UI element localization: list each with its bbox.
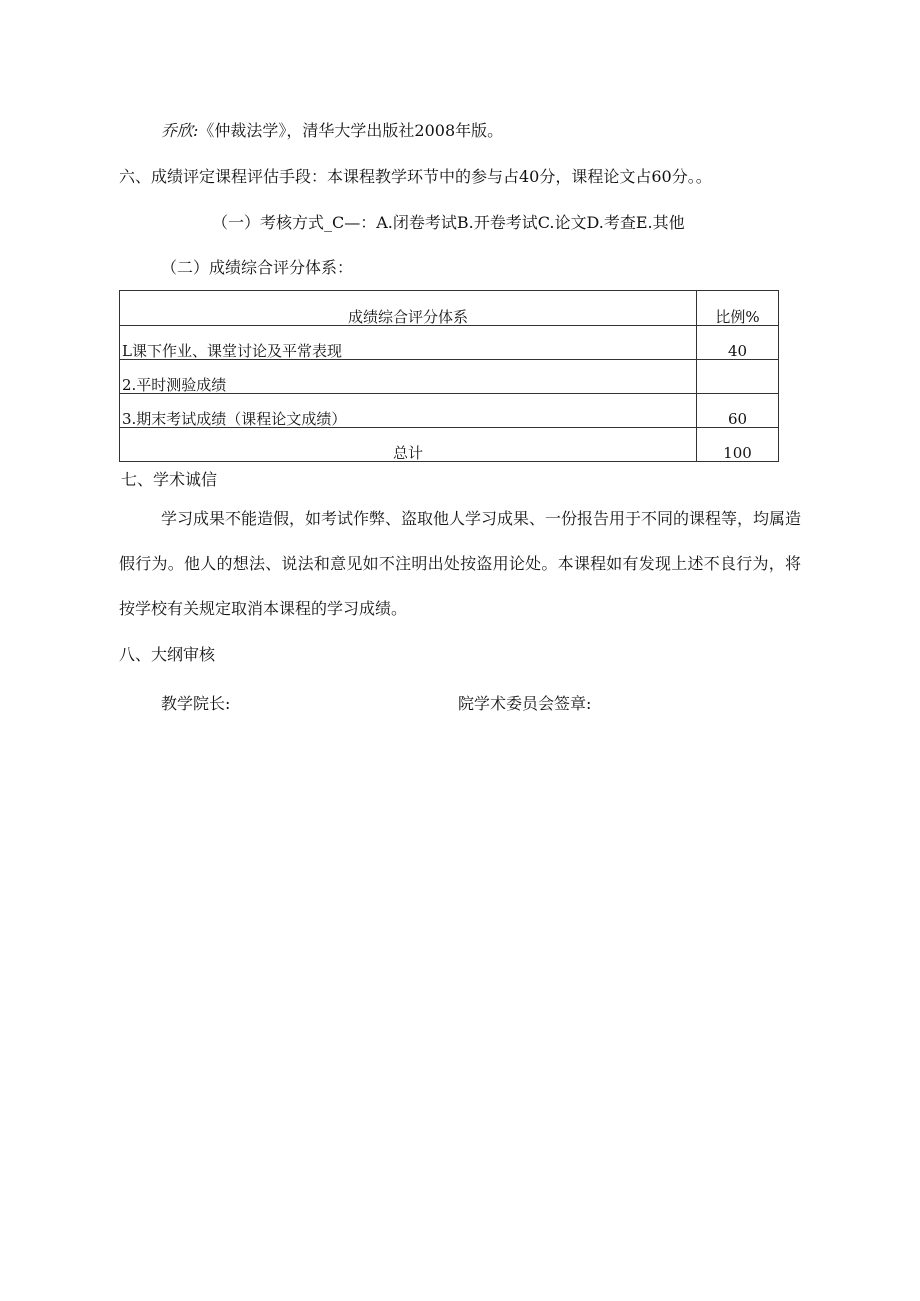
total-label: 总计 [120, 428, 697, 462]
table-header-row [120, 291, 779, 326]
row-ratio [697, 360, 779, 394]
score-table [119, 290, 779, 462]
row-item: L课下作业、课堂讨论及平常表现 [120, 326, 697, 360]
row-item: 2.平时测验成绩 [120, 360, 697, 394]
committee-seal-label: 院学术委员会签章: [458, 694, 592, 713]
total-value: 100 [697, 428, 779, 462]
dean-signature-label: 教学院长: [161, 694, 231, 713]
row-ratio: 60 [697, 394, 779, 428]
row-ratio: 40 [697, 326, 779, 360]
section7-heading: 七、学术诚信 [121, 470, 218, 489]
scoring-system-title: （二）成绩综合评分体系： [161, 258, 354, 277]
row-item: 3.期末考试成绩（课程论文成绩） [120, 394, 697, 428]
assessment-method: （一）考核方式_C—：A.闭卷考试B.开卷考试C.论文D.考查E.其他 [212, 213, 685, 232]
reference-title: 《仲裁法学》，清华大学出版社2008年版。 [198, 121, 504, 140]
section7-paragraph: 学习成果不能造假，如考试作弊、盗取他人学习成果、一份报告用于不同的课程等，均属造假行为。他人的想法、说法和意见如不注明出处按盗用论处。本课程如有发现上述不良行为，将按学校有关规定取消本课程的学习成绩。 [119, 509, 802, 618]
reference-line [161, 121, 503, 141]
header-scoring-system: 成绩综合评分体系 [120, 291, 697, 326]
section6-heading: 六、成绩评定课程评估手段：本课程教学环节中的参与占40分，课程论文占60分。。 [119, 167, 712, 186]
table-row [120, 326, 779, 360]
reference-author: 乔欣: [161, 121, 199, 140]
table-row [120, 394, 779, 428]
table-row [120, 360, 779, 394]
table-total-row [120, 428, 779, 462]
header-ratio: 比例% [697, 291, 779, 326]
section8-heading: 八、大纲审核 [119, 645, 216, 664]
